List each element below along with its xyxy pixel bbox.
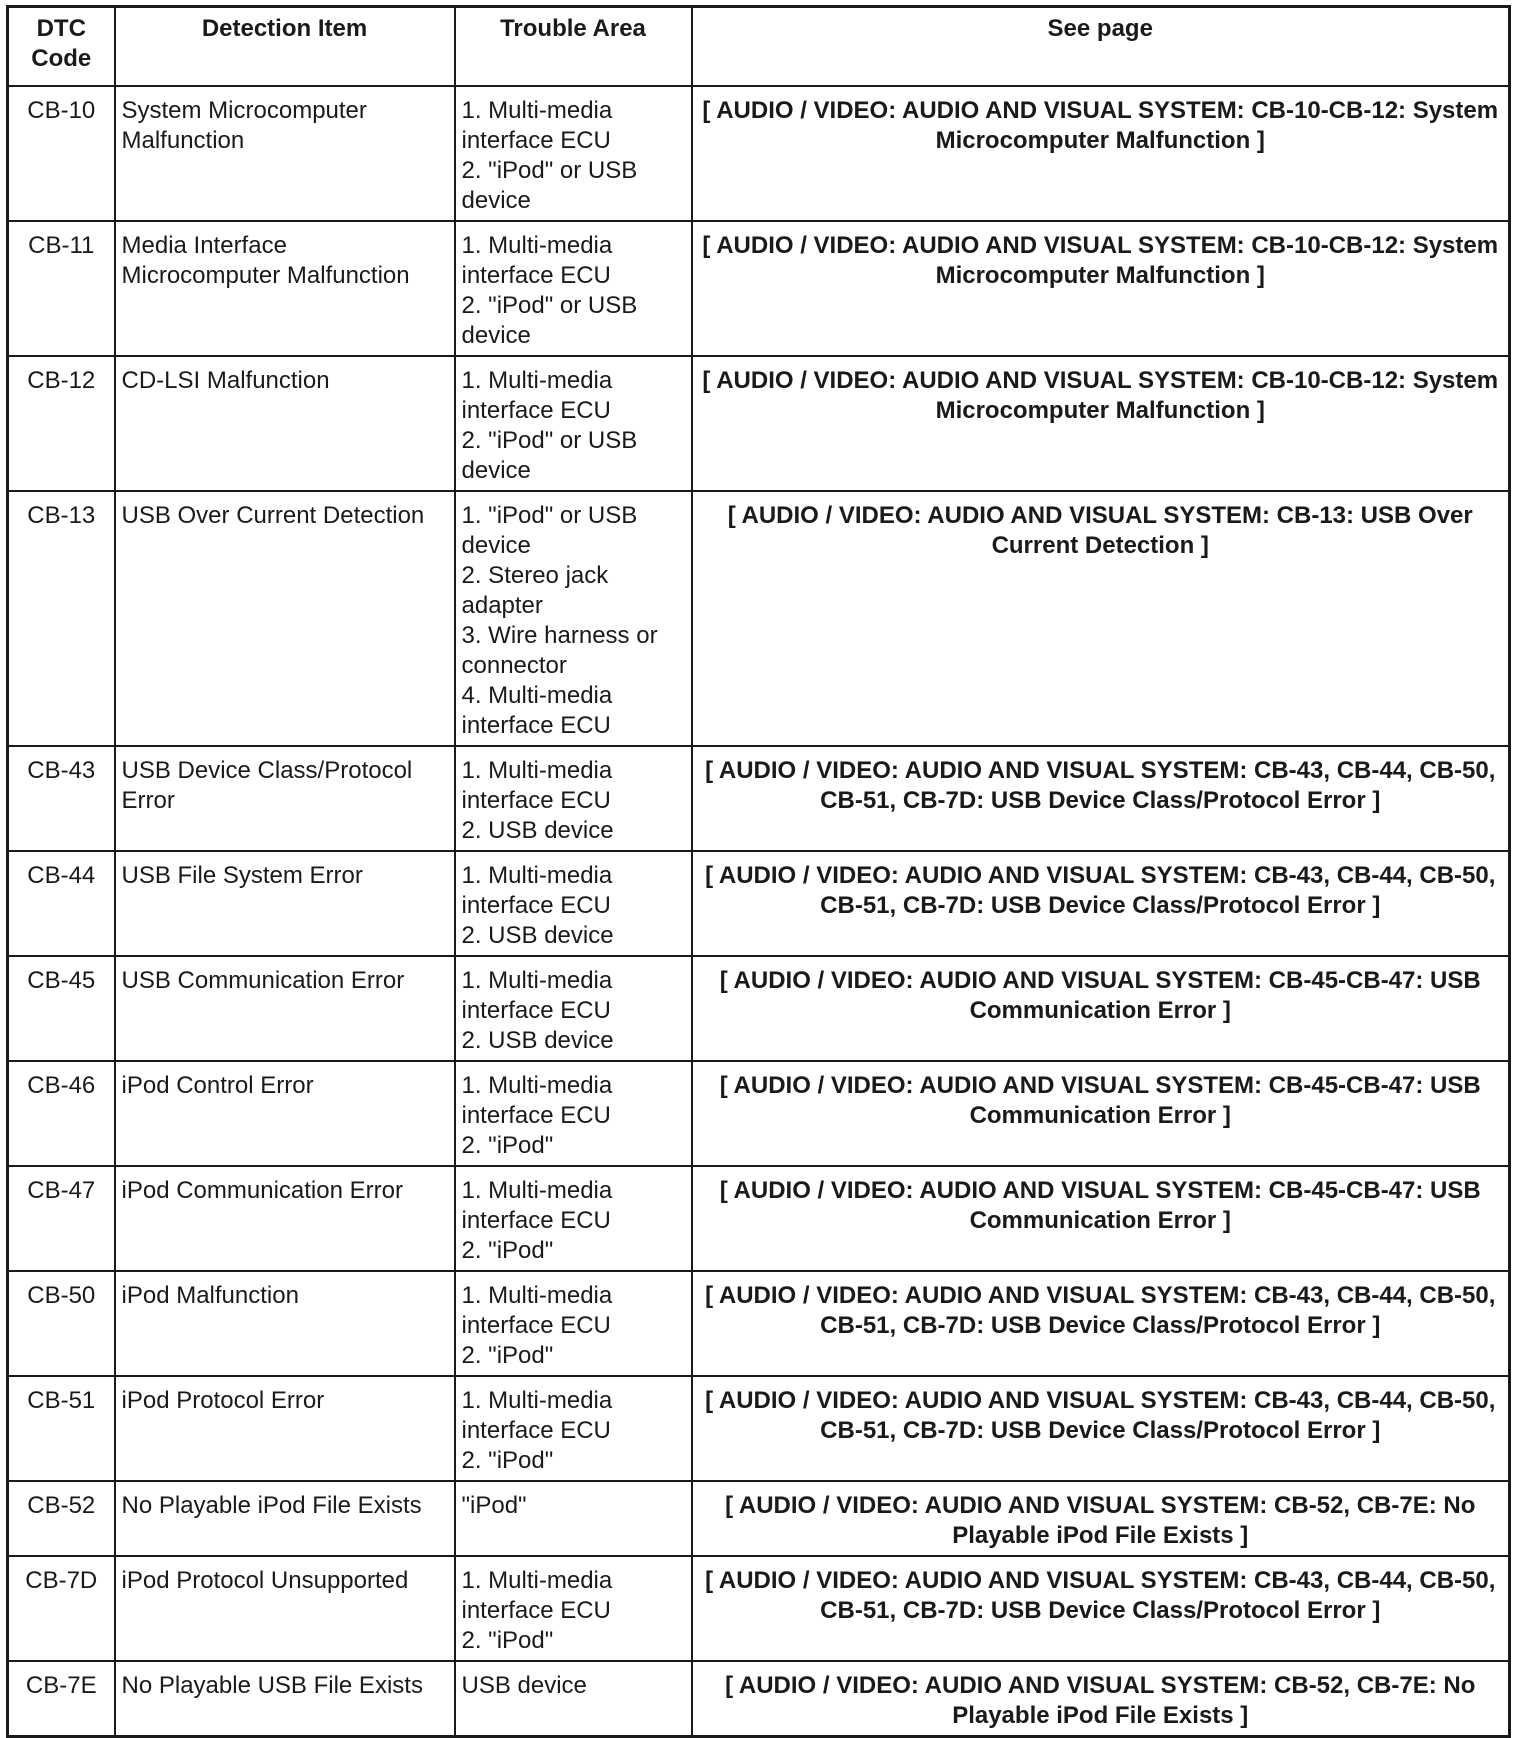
detection-item-cell: USB Device Class/Protocol Error <box>115 746 455 851</box>
dtc-code-cell: CB-52 <box>8 1481 115 1556</box>
detection-item-cell: USB Communication Error <box>115 956 455 1061</box>
table-row <box>8 746 1510 851</box>
see-page-link[interactable]: [ AUDIO / VIDEO: AUDIO AND VISUAL SYSTEM: CB-10-CB-12: System Microcomputer Malfunction ] <box>692 86 1510 221</box>
table-body <box>8 86 1510 1737</box>
trouble-area-cell: 1. Multi-media interface ECU 2. USB device <box>455 956 692 1061</box>
detection-item-cell: iPod Control Error <box>115 1061 455 1166</box>
table-row <box>8 221 1510 356</box>
table-row <box>8 1166 1510 1271</box>
header-see-page: See page <box>692 7 1510 87</box>
see-page-link[interactable]: [ AUDIO / VIDEO: AUDIO AND VISUAL SYSTEM: CB-52, CB-7E: No Playable iPod File Exists ] <box>692 1481 1510 1556</box>
detection-item-cell: No Playable USB File Exists <box>115 1661 455 1737</box>
detection-item-cell: USB Over Current Detection <box>115 491 455 746</box>
header-dtc-code: DTC Code <box>8 7 115 87</box>
trouble-area-cell: "iPod" <box>455 1481 692 1556</box>
dtc-code-cell: CB-51 <box>8 1376 115 1481</box>
trouble-area-cell: 1. Multi-media interface ECU 2. USB device <box>455 746 692 851</box>
header-detection-item: Detection Item <box>115 7 455 87</box>
detection-item-cell: iPod Protocol Error <box>115 1376 455 1481</box>
detection-item-cell: iPod Protocol Unsupported <box>115 1556 455 1661</box>
trouble-area-cell: 1. "iPod" or USB device 2. Stereo jack adapter 3. Wire harness or connector 4. Multi-media interface ECU <box>455 491 692 746</box>
dtc-code-cell: CB-12 <box>8 356 115 491</box>
dtc-code-cell: CB-7E <box>8 1661 115 1737</box>
see-page-link[interactable]: [ AUDIO / VIDEO: AUDIO AND VISUAL SYSTEM: CB-45-CB-47: USB Communication Error ] <box>692 1166 1510 1271</box>
trouble-area-cell: USB device <box>455 1661 692 1737</box>
see-page-link[interactable]: [ AUDIO / VIDEO: AUDIO AND VISUAL SYSTEM: CB-45-CB-47: USB Communication Error ] <box>692 956 1510 1061</box>
see-page-link[interactable]: [ AUDIO / VIDEO: AUDIO AND VISUAL SYSTEM: CB-10-CB-12: System Microcomputer Malfunction ] <box>692 221 1510 356</box>
trouble-area-cell: 1. Multi-media interface ECU 2. "iPod" <box>455 1061 692 1166</box>
table-row <box>8 1661 1510 1737</box>
table-row <box>8 1271 1510 1376</box>
detection-item-cell: USB File System Error <box>115 851 455 956</box>
trouble-area-cell: 1. Multi-media interface ECU 2. "iPod" <box>455 1376 692 1481</box>
table-row <box>8 491 1510 746</box>
see-page-link[interactable]: [ AUDIO / VIDEO: AUDIO AND VISUAL SYSTEM: CB-45-CB-47: USB Communication Error ] <box>692 1061 1510 1166</box>
trouble-area-cell: 1. Multi-media interface ECU 2. "iPod" or USB device <box>455 221 692 356</box>
see-page-link[interactable]: [ AUDIO / VIDEO: AUDIO AND VISUAL SYSTEM: CB-43, CB-44, CB-50, CB-51, CB-7D: USB Device Class/Protocol Error ] <box>692 1556 1510 1661</box>
see-page-link[interactable]: [ AUDIO / VIDEO: AUDIO AND VISUAL SYSTEM: CB-43, CB-44, CB-50, CB-51, CB-7D: USB Device Class/Protocol Error ] <box>692 746 1510 851</box>
dtc-code-cell: CB-47 <box>8 1166 115 1271</box>
table-header-row <box>8 7 1510 87</box>
table-row <box>8 1481 1510 1556</box>
see-page-link[interactable]: [ AUDIO / VIDEO: AUDIO AND VISUAL SYSTEM: CB-10-CB-12: System Microcomputer Malfunction ] <box>692 356 1510 491</box>
dtc-code-cell: CB-46 <box>8 1061 115 1166</box>
table-row <box>8 356 1510 491</box>
dtc-code-cell: CB-10 <box>8 86 115 221</box>
dtc-code-cell: CB-43 <box>8 746 115 851</box>
table-row <box>8 1061 1510 1166</box>
table-row <box>8 86 1510 221</box>
see-page-link[interactable]: [ AUDIO / VIDEO: AUDIO AND VISUAL SYSTEM: CB-43, CB-44, CB-50, CB-51, CB-7D: USB Device Class/Protocol Error ] <box>692 851 1510 956</box>
detection-item-cell: System Microcomputer Malfunction <box>115 86 455 221</box>
dtc-code-cell: CB-50 <box>8 1271 115 1376</box>
trouble-area-cell: 1. Multi-media interface ECU 2. "iPod" <box>455 1166 692 1271</box>
dtc-code-cell: CB-13 <box>8 491 115 746</box>
see-page-link[interactable]: [ AUDIO / VIDEO: AUDIO AND VISUAL SYSTEM: CB-52, CB-7E: No Playable iPod File Exists ] <box>692 1661 1510 1737</box>
see-page-link[interactable]: [ AUDIO / VIDEO: AUDIO AND VISUAL SYSTEM: CB-13: USB Over Current Detection ] <box>692 491 1510 746</box>
detection-item-cell: No Playable iPod File Exists <box>115 1481 455 1556</box>
detection-item-cell: CD-LSI Malfunction <box>115 356 455 491</box>
trouble-area-cell: 1. Multi-media interface ECU 2. "iPod" or USB device <box>455 86 692 221</box>
see-page-link[interactable]: [ AUDIO / VIDEO: AUDIO AND VISUAL SYSTEM: CB-43, CB-44, CB-50, CB-51, CB-7D: USB Device Class/Protocol Error ] <box>692 1271 1510 1376</box>
detection-item-cell: Media Interface Microcomputer Malfunction <box>115 221 455 356</box>
dtc-code-cell: CB-11 <box>8 221 115 356</box>
table-row <box>8 956 1510 1061</box>
trouble-area-cell: 1. Multi-media interface ECU 2. "iPod" <box>455 1271 692 1376</box>
trouble-area-cell: 1. Multi-media interface ECU 2. "iPod" <box>455 1556 692 1661</box>
dtc-table <box>6 5 1511 1738</box>
detection-item-cell: iPod Communication Error <box>115 1166 455 1271</box>
table-row <box>8 1556 1510 1661</box>
header-trouble-area: Trouble Area <box>455 7 692 87</box>
table-row <box>8 1376 1510 1481</box>
dtc-code-cell: CB-44 <box>8 851 115 956</box>
table-row <box>8 851 1510 956</box>
detection-item-cell: iPod Malfunction <box>115 1271 455 1376</box>
trouble-area-cell: 1. Multi-media interface ECU 2. USB device <box>455 851 692 956</box>
trouble-area-cell: 1. Multi-media interface ECU 2. "iPod" or USB device <box>455 356 692 491</box>
dtc-code-cell: CB-45 <box>8 956 115 1061</box>
dtc-code-cell: CB-7D <box>8 1556 115 1661</box>
see-page-link[interactable]: [ AUDIO / VIDEO: AUDIO AND VISUAL SYSTEM: CB-43, CB-44, CB-50, CB-51, CB-7D: USB Device Class/Protocol Error ] <box>692 1376 1510 1481</box>
